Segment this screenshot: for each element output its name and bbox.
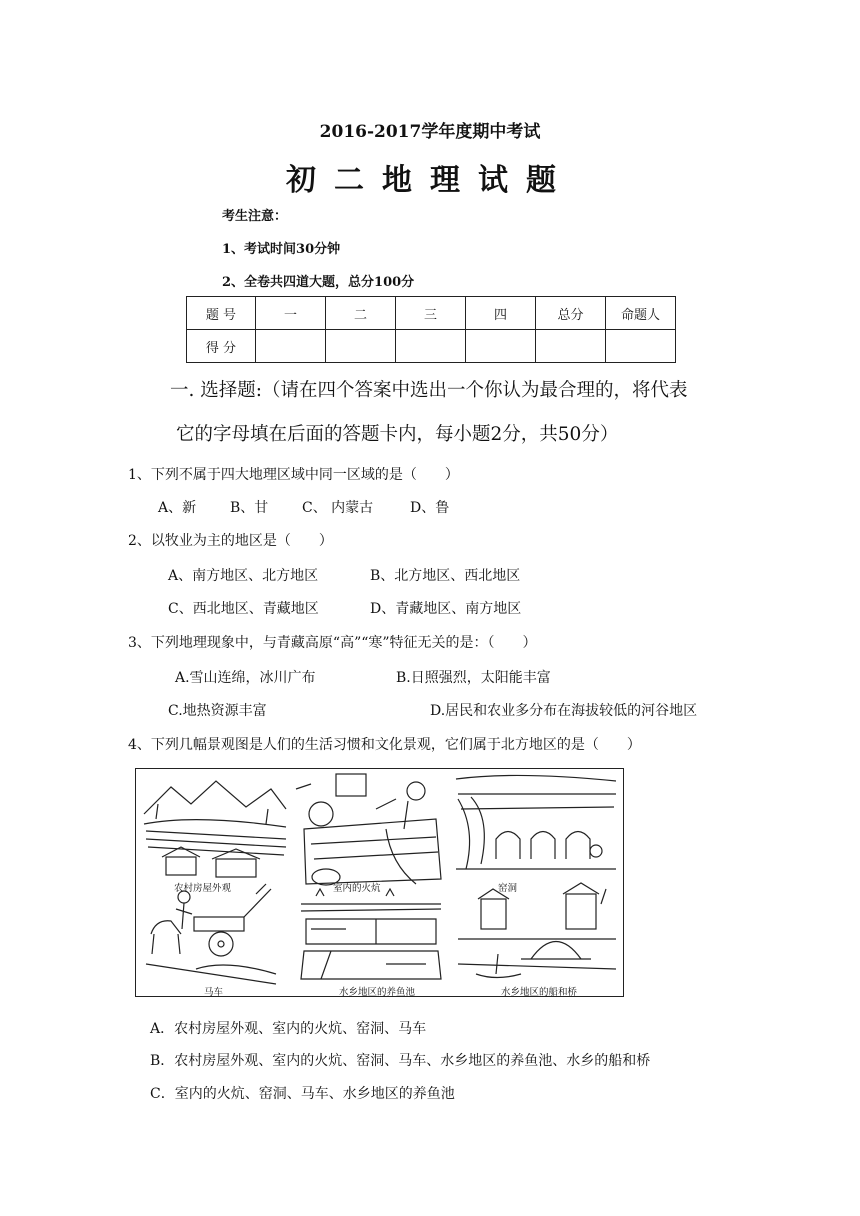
question-2-option-b: B、北方地区、西北地区 <box>370 568 521 584</box>
exam-main-title: 初二地理试题 <box>286 163 574 198</box>
question-1-option-a: A、新 <box>158 500 197 516</box>
caption-boat-bridge: 水乡地区的船和桥 <box>501 987 578 998</box>
question-4-option-a: A．农村房屋外观、室内的火炕、窑洞、马车 <box>150 1021 427 1037</box>
caption-cave-dwelling: 窑洞 <box>498 883 518 894</box>
question-2-option-c: C、西北地区、青藏地区 <box>168 601 319 617</box>
score-table <box>186 296 676 363</box>
score-blank-cell <box>256 330 326 363</box>
question-3-option-a: A.雪山连绵，冰川广布 <box>175 670 316 686</box>
score-cell: 一 <box>256 297 326 330</box>
exam-year-title: 2016-2017学年度期中考试 <box>319 122 541 142</box>
notice-item-2: 2、全卷共四道大题，总分100分 <box>222 275 415 290</box>
question-3-stem: 3、下列地理现象中，与青藏高原“高”“寒”特征无关的是：（ ） <box>128 635 537 651</box>
notice-item-1: 1、考试时间30分钟 <box>222 242 341 257</box>
section-1-instruction-line-2: 它的字母填在后面的答题卡内，每小题2分，共50分） <box>176 424 619 445</box>
score-blank-cell <box>466 330 536 363</box>
score-table-score-row <box>187 330 676 363</box>
score-blank-cell <box>606 330 676 363</box>
landscape-figure <box>135 768 624 997</box>
score-cell: 三 <box>396 297 466 330</box>
caption-rural-house: 农村房屋外观 <box>174 883 232 894</box>
horse-cart-sketch <box>146 884 276 984</box>
question-4-option-b: B．农村房屋外观、室内的火炕、窑洞、马车、水乡地区的养鱼池、水乡的船和桥 <box>150 1053 651 1069</box>
score-blank-cell <box>396 330 466 363</box>
section-1-instruction-line-1: 一. 选择题:（请在四个答案中选出一个你认为最合理的，将代表 <box>170 380 688 401</box>
cave-dwelling-sketch <box>456 775 616 869</box>
question-1-option-b: B、甘 <box>230 500 269 516</box>
score-blank-cell <box>536 330 606 363</box>
indoor-kang-sketch <box>296 774 441 885</box>
fish-pond-sketch <box>301 889 441 979</box>
question-2-option-d: D、青藏地区、南方地区 <box>370 601 522 617</box>
question-1-option-d: D、鲁 <box>410 500 450 516</box>
question-1-stem: 1、下列不属于四大地理区域中同一区域的是（ ） <box>128 467 459 483</box>
question-3-option-b: B.日照强烈，太阳能丰富 <box>396 670 551 686</box>
rural-house-sketch <box>144 781 286 877</box>
question-4-stem: 4、下列几幅景观图是人们的生活习惯和文化景观，它们属于北方地区的是（ ） <box>128 737 641 753</box>
score-cell: 题 号 <box>187 297 256 330</box>
question-3-option-d: D.居民和农业多分布在海拔较低的河谷地区 <box>430 703 698 719</box>
score-cell: 二 <box>326 297 396 330</box>
caption-fish-pond: 水乡地区的养鱼池 <box>339 987 416 998</box>
score-blank-cell <box>326 330 396 363</box>
boat-bridge-sketch <box>458 883 616 978</box>
score-cell: 总分 <box>536 297 606 330</box>
question-1-option-c: C、 内蒙古 <box>302 500 374 516</box>
question-2-stem: 2、以牧业为主的地区是（ ） <box>128 533 333 549</box>
score-table-header-row <box>187 297 676 330</box>
notice-label: 考生注意： <box>222 209 288 224</box>
question-2-option-a: A、南方地区、北方地区 <box>168 568 319 584</box>
caption-horse-cart: 马车 <box>204 987 224 998</box>
question-3-option-c: C.地热资源丰富 <box>168 703 267 719</box>
score-cell: 得 分 <box>187 330 256 363</box>
caption-indoor-kang: 室内的火炕 <box>333 883 381 894</box>
score-cell: 命题人 <box>606 297 676 330</box>
score-cell: 四 <box>466 297 536 330</box>
question-4-option-c: C．室内的火炕、窑洞、马车、水乡地区的养鱼池 <box>150 1086 455 1102</box>
